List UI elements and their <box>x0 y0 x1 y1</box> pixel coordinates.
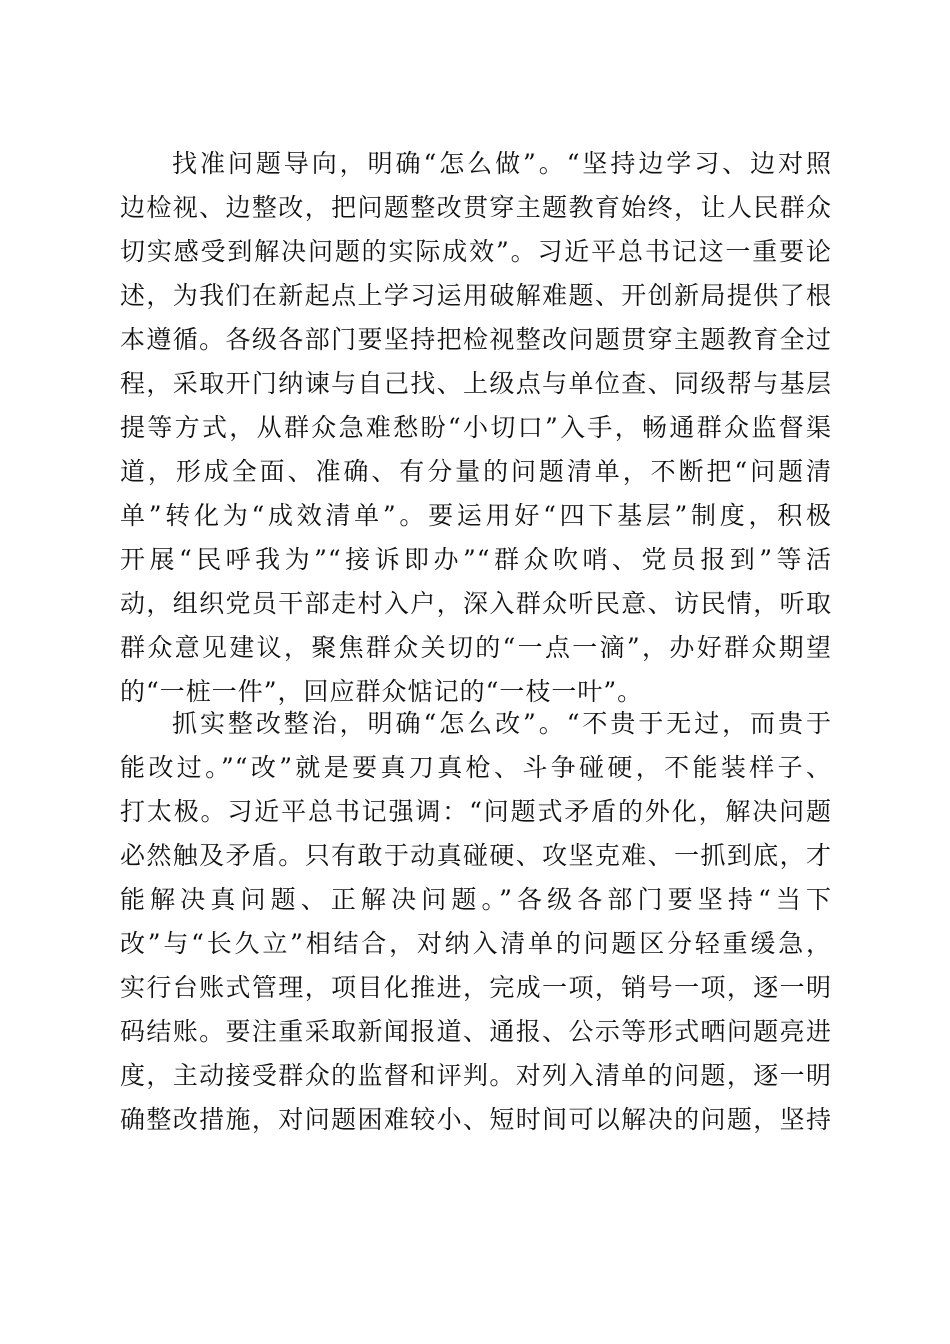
paragraph-problem-orientation <box>120 142 832 714</box>
text-line: 本遵循。各级各部门要坚持把检视整改问题贯穿主题教育全过 <box>120 325 832 354</box>
text-line: 度，主动接受群众的监督和评判。对列入清单的问题，逐一明 <box>120 1061 832 1090</box>
paragraph-rectification <box>120 702 832 1142</box>
text-line: 开展“民呼我为”“接诉即办”“群众吹哨、党员报到”等活 <box>120 545 832 574</box>
text-line: 道，形成全面、准确、有分量的问题清单，不断把“问题清 <box>120 457 832 486</box>
text-line: 的“一桩一件”，回应群众惦记的“一枝一叶”。 <box>120 677 644 706</box>
text-line: 确整改措施，对问题困难较小、短时间可以解决的问题，坚持 <box>120 1105 832 1134</box>
text-line: 单”转化为“成效清单”。要运用好“四下基层”制度，积极 <box>120 501 832 530</box>
text-line: 改”与“长久立”相结合，对纳入清单的问题区分轻重缓急， <box>120 929 832 958</box>
text-line: 程，采取开门纳谏与自己找、上级点与单位查、同级帮与基层 <box>120 369 832 398</box>
text-line: 能改过。”“改”就是要真刀真枪、斗争碰硬，不能装样子、 <box>120 753 832 782</box>
text-line: 码结账。要注重采取新闻报道、通报、公示等形式晒问题亮进 <box>120 1017 832 1046</box>
text-line: 述，为我们在新起点上学习运用破解难题、开创新局提供了根 <box>120 281 832 310</box>
text-line: 能解决真问题、正解决问题。”各级各部门要坚持“当下 <box>120 885 832 914</box>
text-line: 动，组织党员干部走村入户，深入群众听民意、访民情，听取 <box>120 589 832 618</box>
text-line: 抓实整改整治，明确“怎么改”。“不贵于无过，而贵于 <box>172 709 832 738</box>
text-line: 打太极。习近平总书记强调：“问题式矛盾的外化，解决问题 <box>120 797 832 826</box>
text-line: 必然触及矛盾。只有敢于动真碰硬、攻坚克难、一抓到底，才 <box>120 841 832 870</box>
text-line: 边检视、边整改，把问题整改贯穿主题教育始终，让人民群众 <box>120 193 832 222</box>
text-line: 找准问题导向，明确“怎么做”。“坚持边学习、边对照 <box>172 149 832 178</box>
text-line: 提等方式，从群众急难愁盼“小切口”入手，畅通群众监督渠 <box>120 413 832 442</box>
text-line: 群众意见建议，聚焦群众关切的“一点一滴”，办好群众期望 <box>120 633 832 662</box>
text-line: 切实感受到解决问题的实际成效”。习近平总书记这一重要论 <box>120 237 832 266</box>
text-line: 实行台账式管理，项目化推进，完成一项，销号一项，逐一明 <box>120 973 832 1002</box>
